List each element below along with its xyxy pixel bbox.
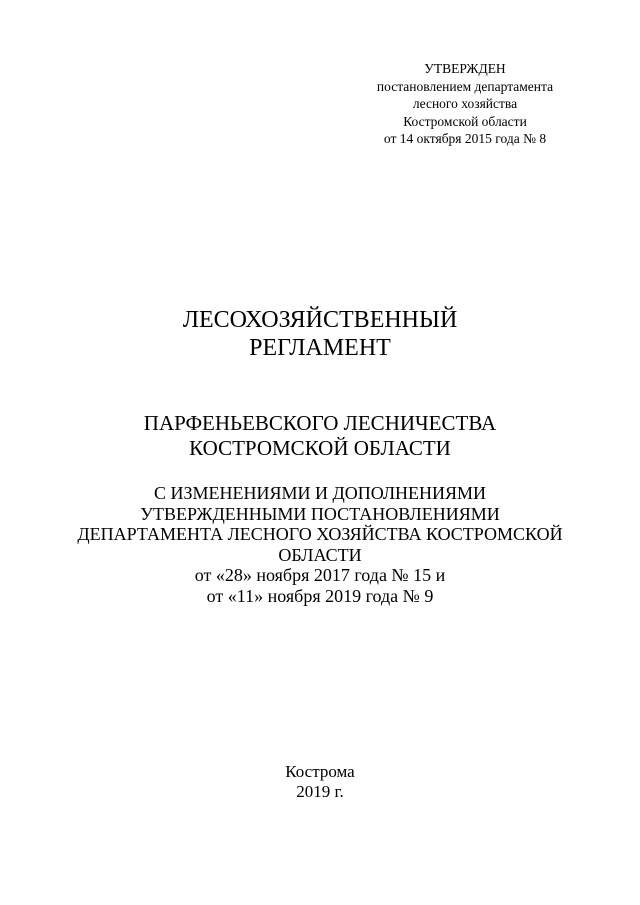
document-title	[0, 306, 640, 362]
subtitle-line: КОСТРОМСКОЙ ОБЛАСТИ	[189, 436, 451, 460]
city-label: Кострома	[285, 762, 355, 781]
amendment-line: от «28» ноября 2017 года № 15 и	[194, 565, 446, 585]
subtitle-line: ПАРФЕНЬЕВСКОГО ЛЕСНИЧЕСТВА	[143, 411, 497, 435]
amendment-line: ДЕПАРТАМЕНТА ЛЕСНОГО ХОЗЯЙСТВА КОСТРОМСКОЙ	[77, 524, 563, 544]
amendment-line: С ИЗМЕНЕНИЯМИ И ДОПОЛНЕНИЯМИ	[153, 483, 487, 503]
year-label: 2019 г.	[296, 782, 344, 801]
amendment-line: УТВЕРЖДЕННЫМИ ПОСТАНОВЛЕНИЯМИ	[140, 503, 500, 524]
amendment-line: от «11» ноября 2019 года № 9	[206, 585, 434, 606]
title-line: ЛЕСОХОЗЯЙСТВЕННЫЙ	[182, 307, 458, 333]
approval-stamp	[360, 60, 570, 148]
amendments-block	[0, 483, 640, 606]
amendment-line: ОБЛАСТИ	[278, 544, 362, 565]
document-footer	[0, 762, 640, 802]
approval-line: постановлением департамента	[376, 78, 554, 94]
approval-heading: УТВЕРЖДЕН	[424, 61, 506, 76]
document-subtitle	[0, 411, 640, 461]
approval-date: от 14 октября 2015 года № 8	[383, 131, 547, 146]
approval-line: Костромской области	[403, 113, 527, 129]
approval-line: лесного хозяйства	[412, 96, 518, 111]
title-line: РЕГЛАМЕНТ	[249, 335, 391, 361]
